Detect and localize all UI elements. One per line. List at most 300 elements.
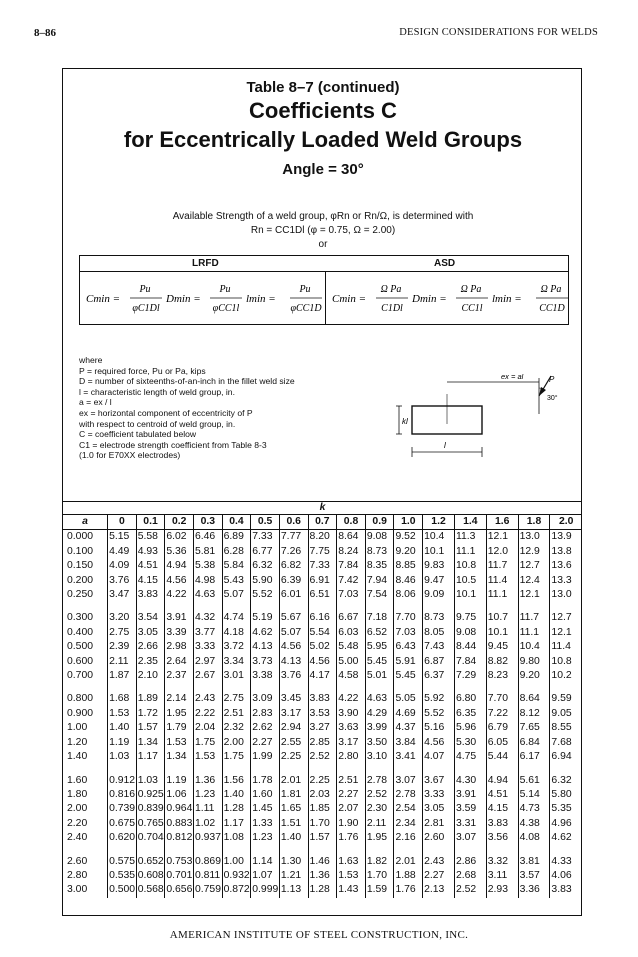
coefficient-cell: 0.608 xyxy=(136,869,165,883)
table-row xyxy=(63,736,582,750)
coefficient-cell: 10.4 xyxy=(518,640,550,654)
coefficient-cell: 3.17 xyxy=(337,736,366,750)
kl-label: kl xyxy=(402,417,408,426)
coefficient-cell: 12.1 xyxy=(550,626,582,640)
k-value-header: 0.7 xyxy=(308,515,337,530)
coefficient-cell: 3.83 xyxy=(136,588,165,602)
coefficient-cell: 1.65 xyxy=(279,802,308,816)
coefficient-cell: 1.70 xyxy=(308,817,337,831)
a-value: 0.800 xyxy=(67,693,94,705)
coefficient-cell: 13.6 xyxy=(550,559,582,573)
coefficient-cell: 1.60 xyxy=(251,788,280,802)
coefficient-cell: 9.08 xyxy=(454,626,486,640)
coefficient-cell: 12.4 xyxy=(518,574,550,588)
coefficient-cell: 6.67 xyxy=(337,611,366,625)
coefficient-cell: 8.12 xyxy=(518,707,550,721)
table-number: Table 8–7 (continued) xyxy=(246,79,400,96)
coefficient-cell: 5.95 xyxy=(365,640,394,654)
coefficient-cell: 5.92 xyxy=(423,692,455,706)
coefficient-cell: 2.52 xyxy=(454,883,486,897)
coefficient-cell: 0.701 xyxy=(165,869,194,883)
coefficient-cell: 3.38 xyxy=(251,669,280,683)
coefficient-cell: 5.05 xyxy=(394,692,423,706)
coefficient-cell: 5.07 xyxy=(222,588,251,602)
coefficient-cell: 2.78 xyxy=(394,788,423,802)
coefficient-cell: 2.94 xyxy=(279,721,308,735)
coefficient-cell: 1.78 xyxy=(251,774,280,788)
coefficient-cell: 2.66 xyxy=(136,640,165,654)
k-value-header: 1.4 xyxy=(454,515,486,530)
coefficient-cell: 0.872 xyxy=(222,883,251,897)
angle-label: Angle = 30° xyxy=(282,161,364,178)
coefficient-cell: 0.656 xyxy=(165,883,194,897)
coefficient-cell: 9.45 xyxy=(486,640,518,654)
coefficient-cell: 4.56 xyxy=(165,574,194,588)
coefficient-cell: 11.7 xyxy=(518,611,550,625)
coefficient-cell: 12.7 xyxy=(518,559,550,573)
coefficient-cell: 3.39 xyxy=(165,626,194,640)
coefficient-cell: 10.2 xyxy=(550,669,582,683)
coefficient-cell: 2.43 xyxy=(193,692,222,706)
coefficient-cell: 7.84 xyxy=(337,559,366,573)
coefficient-cell: 4.98 xyxy=(193,574,222,588)
definition-line: a = ex / l xyxy=(79,397,112,408)
coefficient-cell: 1.53 xyxy=(165,736,194,750)
table-row xyxy=(63,626,582,640)
coefficient-cell: 1.21 xyxy=(279,869,308,883)
coefficient-cell: 13.9 xyxy=(550,530,582,545)
equation-lhs: Cmin = xyxy=(86,293,121,305)
coefficient-cell: 2.25 xyxy=(279,750,308,764)
coefficient-cell: 3.09 xyxy=(251,692,280,706)
k-value-header: 0.8 xyxy=(337,515,366,530)
coefficient-cell: 5.52 xyxy=(423,707,455,721)
a-value: 1.40 xyxy=(67,751,88,763)
coefficient-cell: 4.37 xyxy=(394,721,423,735)
coefficient-cell: 4.94 xyxy=(165,559,194,573)
coefficient-cell: 5.96 xyxy=(454,721,486,735)
coefficient-cell: 4.62 xyxy=(251,626,280,640)
coefficient-cell: 6.35 xyxy=(454,707,486,721)
coefficient-cell: 3.99 xyxy=(365,721,394,735)
coefficient-cell: 4.13 xyxy=(251,640,280,654)
coefficient-cell: 7.65 xyxy=(518,721,550,735)
coefficient-cell: 6.89 xyxy=(222,530,251,545)
coefficient-cell: 3.31 xyxy=(454,817,486,831)
coefficient-cell: 1.51 xyxy=(279,817,308,831)
coefficient-cell: 1.53 xyxy=(193,750,222,764)
equation-denominator: CC1l xyxy=(461,303,483,314)
equation-denominator: C1Dl xyxy=(381,303,403,314)
coefficient-cell: 12.9 xyxy=(518,545,550,559)
coefficient-cell: 4.58 xyxy=(337,669,366,683)
coefficient-cell: 13.0 xyxy=(518,530,550,545)
coefficient-cell: 8.46 xyxy=(394,574,423,588)
coefficient-cell: 9.09 xyxy=(423,588,455,602)
coefficient-cell: 1.57 xyxy=(308,831,337,845)
coefficient-cell: 7.94 xyxy=(365,574,394,588)
coefficient-cell: 7.75 xyxy=(308,545,337,559)
coefficient-cell: 4.33 xyxy=(550,855,582,869)
coefficient-cell: 3.32 xyxy=(486,855,518,869)
coefficient-cell: 3.81 xyxy=(518,855,550,869)
coefficient-cell: 6.82 xyxy=(279,559,308,573)
a-value: 2.60 xyxy=(67,855,88,867)
l-label: l xyxy=(444,441,446,450)
coefficient-cell: 3.76 xyxy=(108,574,137,588)
coefficient-cell: 9.08 xyxy=(365,530,394,545)
coefficient-cell: 6.39 xyxy=(279,574,308,588)
definition-line: ex = horizontal component of eccentricity of P xyxy=(79,407,253,418)
page-number: 8–86 xyxy=(34,27,56,39)
coefficient-cell: 1.23 xyxy=(251,831,280,845)
coefficient-cell: 6.84 xyxy=(518,736,550,750)
coefficient-cell: 1.59 xyxy=(365,883,394,897)
coefficient-cell: 1.36 xyxy=(308,869,337,883)
coefficient-cell: 8.82 xyxy=(486,655,518,669)
table-row xyxy=(63,574,582,588)
table-row xyxy=(63,545,582,559)
coefficient-cell: 6.32 xyxy=(550,774,582,788)
coefficient-cell: 5.45 xyxy=(394,669,423,683)
coefficient-cell: 8.44 xyxy=(454,640,486,654)
coefficient-cell: 8.73 xyxy=(423,611,455,625)
coefficient-cell: 1.19 xyxy=(165,774,194,788)
coefficient-cell: 12.1 xyxy=(518,588,550,602)
coefficient-cell: 5.15 xyxy=(108,530,137,545)
coefficient-cell: 7.68 xyxy=(550,736,582,750)
coefficient-cell: 0.964 xyxy=(165,802,194,816)
coefficient-cell: 3.67 xyxy=(423,774,455,788)
coefficient-cell: 1.17 xyxy=(222,817,251,831)
coefficient-cell: 10.1 xyxy=(423,545,455,559)
coefficient-cell: 3.72 xyxy=(222,640,251,654)
coefficient-cell: 5.38 xyxy=(193,559,222,573)
coefficient-cell: 3.41 xyxy=(394,750,423,764)
coefficient-cell: 1.08 xyxy=(222,831,251,845)
coefficient-cell: 2.35 xyxy=(136,655,165,669)
coefficient-cell: 4.09 xyxy=(108,559,137,573)
coefficient-cell: 7.33 xyxy=(308,559,337,573)
where-label: where xyxy=(79,355,103,365)
k-value-header: 1.0 xyxy=(394,515,423,530)
coefficient-cell: 1.82 xyxy=(365,855,394,869)
asd-label: ASD xyxy=(434,258,456,269)
coefficient-cell: 0.999 xyxy=(251,883,280,897)
coefficient-cell: 10.7 xyxy=(486,611,518,625)
coefficient-cell: 9.47 xyxy=(423,574,455,588)
coefficient-cell: 2.75 xyxy=(222,692,251,706)
coefficient-cell: 1.11 xyxy=(193,802,222,816)
equation-box xyxy=(79,255,569,325)
coefficient-cell: 1.76 xyxy=(337,831,366,845)
equation-denominator: φCC1l xyxy=(212,303,240,314)
coefficient-cell: 0.675 xyxy=(108,817,137,831)
coefficient-cell: 11.3 xyxy=(454,530,486,545)
coefficient-cell: 3.45 xyxy=(279,692,308,706)
coefficient-cell: 2.00 xyxy=(222,736,251,750)
coefficient-cell: 12.0 xyxy=(486,545,518,559)
table-row xyxy=(63,802,582,816)
table-row xyxy=(63,655,582,669)
coefficient-cell: 2.34 xyxy=(394,817,423,831)
coefficient-cell: 2.32 xyxy=(222,721,251,735)
coefficient-cell: 4.62 xyxy=(550,831,582,845)
coefficient-cell: 0.811 xyxy=(193,869,222,883)
available-strength-or: or xyxy=(318,239,328,250)
coefficient-cell: 1.40 xyxy=(222,788,251,802)
coefficient-cell: 6.32 xyxy=(251,559,280,573)
coefficient-cell: 0.883 xyxy=(165,817,194,831)
coefficient-cell: 1.75 xyxy=(222,750,251,764)
coefficient-cell: 2.14 xyxy=(165,692,194,706)
definition-line: P = required force, Pu or Pa, kips xyxy=(79,365,206,376)
coefficient-cell: 4.56 xyxy=(308,655,337,669)
coefficient-cell: 1.34 xyxy=(165,750,194,764)
definition-line: C1 = electrode strength coefficient from Table 8-3 xyxy=(79,439,267,450)
coefficient-cell: 2.22 xyxy=(193,707,222,721)
coefficient-cell: 5.48 xyxy=(337,640,366,654)
equation-numerator: Ω Pa xyxy=(380,284,402,295)
coefficient-cell: 5.14 xyxy=(518,788,550,802)
coefficient-cell: 1.02 xyxy=(193,817,222,831)
coefficient-cell: 4.63 xyxy=(365,692,394,706)
coefficient-cell: 1.43 xyxy=(337,883,366,897)
coefficient-cell: 0.869 xyxy=(193,855,222,869)
coefficient-cell: 2.16 xyxy=(394,831,423,845)
coefficient-cell: 10.8 xyxy=(454,559,486,573)
coefficient-cell: 3.77 xyxy=(193,626,222,640)
coefficient-cell: 3.01 xyxy=(222,669,251,683)
coefficient-cell: 8.64 xyxy=(337,530,366,545)
coefficient-cell: 1.33 xyxy=(251,817,280,831)
a-value: 2.40 xyxy=(67,832,88,844)
coefficient-cell: 2.04 xyxy=(193,721,222,735)
coefficient-cell: 8.64 xyxy=(518,692,550,706)
coefficient-cell: 1.14 xyxy=(251,855,280,869)
coefficient-cell: 7.03 xyxy=(337,588,366,602)
coefficient-cell: 3.56 xyxy=(486,831,518,845)
a-value: 1.00 xyxy=(67,722,88,734)
coefficient-cell: 2.75 xyxy=(108,626,137,640)
coefficient-cell: 2.30 xyxy=(365,802,394,816)
coefficient-cell: 7.54 xyxy=(365,588,394,602)
a-value: 3.00 xyxy=(67,884,88,896)
equation-lhs: lmin = xyxy=(246,293,276,305)
coefficient-cell: 3.91 xyxy=(165,611,194,625)
coefficient-cell: 4.22 xyxy=(337,692,366,706)
coefficient-cell: 3.05 xyxy=(423,802,455,816)
coefficient-cell: 3.50 xyxy=(365,736,394,750)
coefficient-cell: 2.11 xyxy=(108,655,137,669)
coefficient-cell: 8.05 xyxy=(423,626,455,640)
coefficient-cell: 1.03 xyxy=(136,774,165,788)
coefficient-cell: 2.01 xyxy=(394,855,423,869)
coefficient-cell: 8.55 xyxy=(550,721,582,735)
coefficient-cell: 6.52 xyxy=(365,626,394,640)
coefficient-cell: 1.76 xyxy=(394,883,423,897)
available-strength-text: Available Strength of a weld group, φRn or Rn/Ω, is determined with xyxy=(172,211,474,222)
coefficient-cell: 4.30 xyxy=(454,774,486,788)
coefficient-cell: 2.52 xyxy=(308,750,337,764)
coefficient-cell: 0.839 xyxy=(136,802,165,816)
available-strength-formula: Rn = CC1Dl (φ = 0.75, Ω = 2.00) xyxy=(250,225,396,236)
coefficient-cell: 1.95 xyxy=(365,831,394,845)
coefficient-cell: 1.99 xyxy=(251,750,280,764)
coefficient-cell: 2.93 xyxy=(486,883,518,897)
k-value-header: 1.2 xyxy=(423,515,455,530)
coefficient-cell: 1.00 xyxy=(222,855,251,869)
k-value-header: 0.9 xyxy=(365,515,394,530)
coefficient-cell: 0.704 xyxy=(136,831,165,845)
coefficient-cell: 3.83 xyxy=(308,692,337,706)
p-label: P xyxy=(549,375,555,384)
coefficient-cell: 4.06 xyxy=(550,869,582,883)
coefficient-cell: 6.37 xyxy=(423,669,455,683)
coefficient-cell: 2.13 xyxy=(423,883,455,897)
coefficient-cell: 4.69 xyxy=(394,707,423,721)
coefficient-cell: 6.79 xyxy=(486,721,518,735)
coefficient-cell: 7.84 xyxy=(454,655,486,669)
table-row xyxy=(63,640,582,654)
equation-lhs: Dmin = xyxy=(166,293,201,305)
coefficient-cell: 0.812 xyxy=(165,831,194,845)
coefficient-cell: 2.11 xyxy=(365,817,394,831)
k-value-header: 2.0 xyxy=(550,515,582,530)
coefficient-cell: 1.13 xyxy=(279,883,308,897)
coefficient-cell: 1.07 xyxy=(251,869,280,883)
coefficient-cell: 3.07 xyxy=(394,774,423,788)
coefficient-cell: 4.63 xyxy=(193,588,222,602)
coefficient-cell: 5.16 xyxy=(423,721,455,735)
coefficient-cell: 3.17 xyxy=(279,707,308,721)
coefficient-cell: 4.96 xyxy=(550,817,582,831)
coefficient-cell: 5.01 xyxy=(365,669,394,683)
coefficient-cell: 11.1 xyxy=(454,545,486,559)
coefficient-cell: 8.20 xyxy=(308,530,337,545)
coefficient-cell: 3.11 xyxy=(486,869,518,883)
weld-group-diagram xyxy=(389,374,569,494)
coefficient-cell: 3.59 xyxy=(454,802,486,816)
a-value: 0.400 xyxy=(67,626,94,638)
coefficient-cell: 0.925 xyxy=(136,788,165,802)
coefficient-cell: 5.43 xyxy=(222,574,251,588)
page-footer: AMERICAN INSTITUTE OF STEEL CONSTRUCTION, INC. xyxy=(169,929,469,941)
a-value: 2.20 xyxy=(67,817,88,829)
definition-line: with respect to centroid of weld group, in. xyxy=(79,418,236,429)
coefficient-cell: 6.02 xyxy=(165,530,194,545)
coefficient-cell: 3.34 xyxy=(222,655,251,669)
coefficient-cell: 0.739 xyxy=(108,802,137,816)
coefficient-cell: 2.67 xyxy=(193,669,222,683)
coefficient-cell: 5.02 xyxy=(308,640,337,654)
coefficient-cell: 0.753 xyxy=(165,855,194,869)
coefficient-cell: 3.63 xyxy=(337,721,366,735)
coefficient-cell: 11.7 xyxy=(486,559,518,573)
coefficient-cell: 1.06 xyxy=(165,788,194,802)
coefficient-cell: 5.81 xyxy=(193,545,222,559)
coefficient-cell: 5.61 xyxy=(518,774,550,788)
coefficient-cell: 6.17 xyxy=(518,750,550,764)
coefficient-cell: 3.90 xyxy=(337,707,366,721)
coefficient-cell: 9.52 xyxy=(394,530,423,545)
coefficient-cell: 2.86 xyxy=(454,855,486,869)
a-value: 0.200 xyxy=(67,574,94,586)
coefficient-cell: 6.80 xyxy=(454,692,486,706)
coefficient-cell: 7.42 xyxy=(337,574,366,588)
coefficient-cell: 1.72 xyxy=(136,707,165,721)
coefficient-cell: 7.22 xyxy=(486,707,518,721)
coefficient-cell: 9.20 xyxy=(518,669,550,683)
coefficient-cell: 1.45 xyxy=(251,802,280,816)
definition-line: l = characteristic length of weld group, in. xyxy=(79,386,235,397)
coefficient-cell: 1.23 xyxy=(193,788,222,802)
coefficient-cell: 10.1 xyxy=(454,588,486,602)
coefficient-cell: 12.7 xyxy=(550,611,582,625)
coefficient-cell: 0.759 xyxy=(193,883,222,897)
coefficient-cell: 6.28 xyxy=(222,545,251,559)
coefficient-cell: 5.67 xyxy=(279,611,308,625)
coefficient-cell: 5.84 xyxy=(222,559,251,573)
coefficient-cell: 2.37 xyxy=(165,669,194,683)
coefficient-cell: 7.70 xyxy=(486,692,518,706)
coefficient-cell: 1.79 xyxy=(165,721,194,735)
coefficient-cell: 9.05 xyxy=(550,707,582,721)
coefficient-cell: 5.35 xyxy=(550,802,582,816)
table-row xyxy=(63,831,582,845)
coefficient-cell: 8.85 xyxy=(394,559,423,573)
coefficient-cell: 1.28 xyxy=(222,802,251,816)
coefficient-cell: 2.97 xyxy=(193,655,222,669)
coefficient-cell: 9.80 xyxy=(518,655,550,669)
coefficient-cell: 6.16 xyxy=(308,611,337,625)
equation-lhs: Dmin = xyxy=(412,293,447,305)
coefficient-cell: 3.83 xyxy=(486,817,518,831)
a-value: 0.150 xyxy=(67,560,94,572)
coefficient-cell: 0.500 xyxy=(108,883,137,897)
coefficient-cell: 11.4 xyxy=(550,640,582,654)
a-value: 0.700 xyxy=(67,670,94,682)
coefficient-cell: 11.1 xyxy=(518,626,550,640)
coefficient-cell: 3.05 xyxy=(136,626,165,640)
coefficient-cell: 2.68 xyxy=(454,869,486,883)
table-row xyxy=(63,721,582,735)
coefficient-cell: 6.46 xyxy=(193,530,222,545)
coefficient-cell: 1.81 xyxy=(279,788,308,802)
coefficient-cell: 3.27 xyxy=(308,721,337,735)
coefficient-cell: 13.3 xyxy=(550,574,582,588)
coefficient-cell: 9.20 xyxy=(394,545,423,559)
table-row xyxy=(63,611,582,625)
k-value-header: 0.6 xyxy=(279,515,308,530)
coefficient-cell: 2.85 xyxy=(308,736,337,750)
coefficient-cell: 1.87 xyxy=(108,669,137,683)
a-value: 1.60 xyxy=(67,774,88,786)
coefficient-cell: 8.73 xyxy=(365,545,394,559)
coefficient-cell: 6.77 xyxy=(251,545,280,559)
coefficient-cell: 2.54 xyxy=(394,802,423,816)
equation-denominator: φC1Dl xyxy=(132,303,160,314)
coefficient-cell: 7.26 xyxy=(279,545,308,559)
coefficient-cell: 5.80 xyxy=(550,788,582,802)
coefficient-cell: 12.1 xyxy=(486,530,518,545)
k-value-header: 0 xyxy=(108,515,137,530)
coefficient-cell: 4.51 xyxy=(486,788,518,802)
coefficient-cell: 2.03 xyxy=(308,788,337,802)
table-row xyxy=(63,530,582,545)
coefficient-cell: 1.53 xyxy=(337,869,366,883)
coefficient-cell: 3.20 xyxy=(108,611,137,625)
